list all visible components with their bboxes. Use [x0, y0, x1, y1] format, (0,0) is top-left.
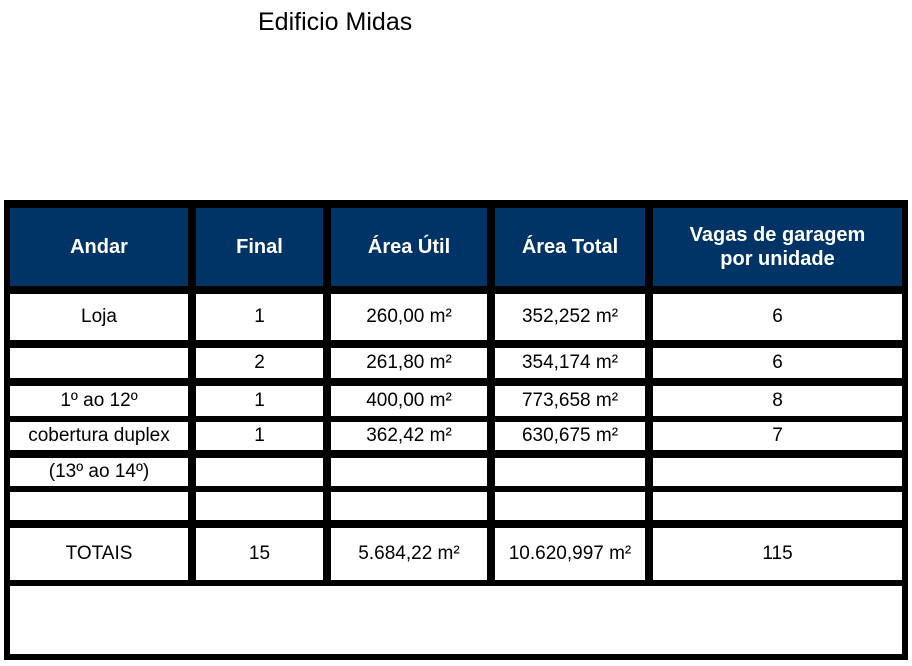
table-cell: 354,174 m² — [495, 348, 645, 378]
table-cell: 1º ao 12º — [10, 386, 188, 416]
table-cell — [196, 492, 323, 520]
totals-area-util: 5.684,22 m² — [331, 528, 487, 580]
table-cell: 1 — [196, 294, 323, 340]
table-cell: 1 — [196, 386, 323, 416]
totals-final: 15 — [196, 528, 323, 580]
header-area-util: Área Útil — [331, 208, 487, 286]
totals-label: TOTAIS — [10, 528, 188, 580]
table-cell: cobertura duplex — [10, 422, 188, 450]
table-cell: 6 — [653, 348, 902, 378]
table-cell: 7 — [653, 422, 902, 450]
table-cell: 352,252 m² — [495, 294, 645, 340]
header-final: Final — [196, 208, 323, 286]
table-cell — [331, 458, 487, 486]
table-cell: 400,00 m² — [331, 386, 487, 416]
table-cell — [495, 458, 645, 486]
table-cell — [653, 458, 902, 486]
table-cell: 260,00 m² — [331, 294, 487, 340]
table-cell: 1 — [196, 422, 323, 450]
table-cell — [331, 492, 487, 520]
table-cell: 2 — [196, 348, 323, 378]
totals-vagas: 115 — [653, 528, 902, 580]
table-cell: 6 — [653, 294, 902, 340]
header-area-total: Área Total — [495, 208, 645, 286]
table-cell — [653, 492, 902, 520]
table-cell: 773,658 m² — [495, 386, 645, 416]
table-cell: (13º ao 14º) — [10, 458, 188, 486]
table-cell — [10, 492, 188, 520]
table-cell — [495, 492, 645, 520]
header-andar: Andar — [10, 208, 188, 286]
page-title: Edificio Midas — [258, 8, 413, 36]
data-table — [4, 200, 908, 660]
table-cell: 630,675 m² — [495, 422, 645, 450]
empty-footer-cell — [10, 586, 902, 654]
table-cell: 261,80 m² — [331, 348, 487, 378]
header-vagas: Vagas de garagem por unidade — [653, 208, 902, 286]
table-cell: Loja — [10, 294, 188, 340]
table-cell — [10, 348, 188, 378]
totals-area-total: 10.620,997 m² — [495, 528, 645, 580]
table-cell: 362,42 m² — [331, 422, 487, 450]
table-cell: 8 — [653, 386, 902, 416]
table-cell — [196, 458, 323, 486]
